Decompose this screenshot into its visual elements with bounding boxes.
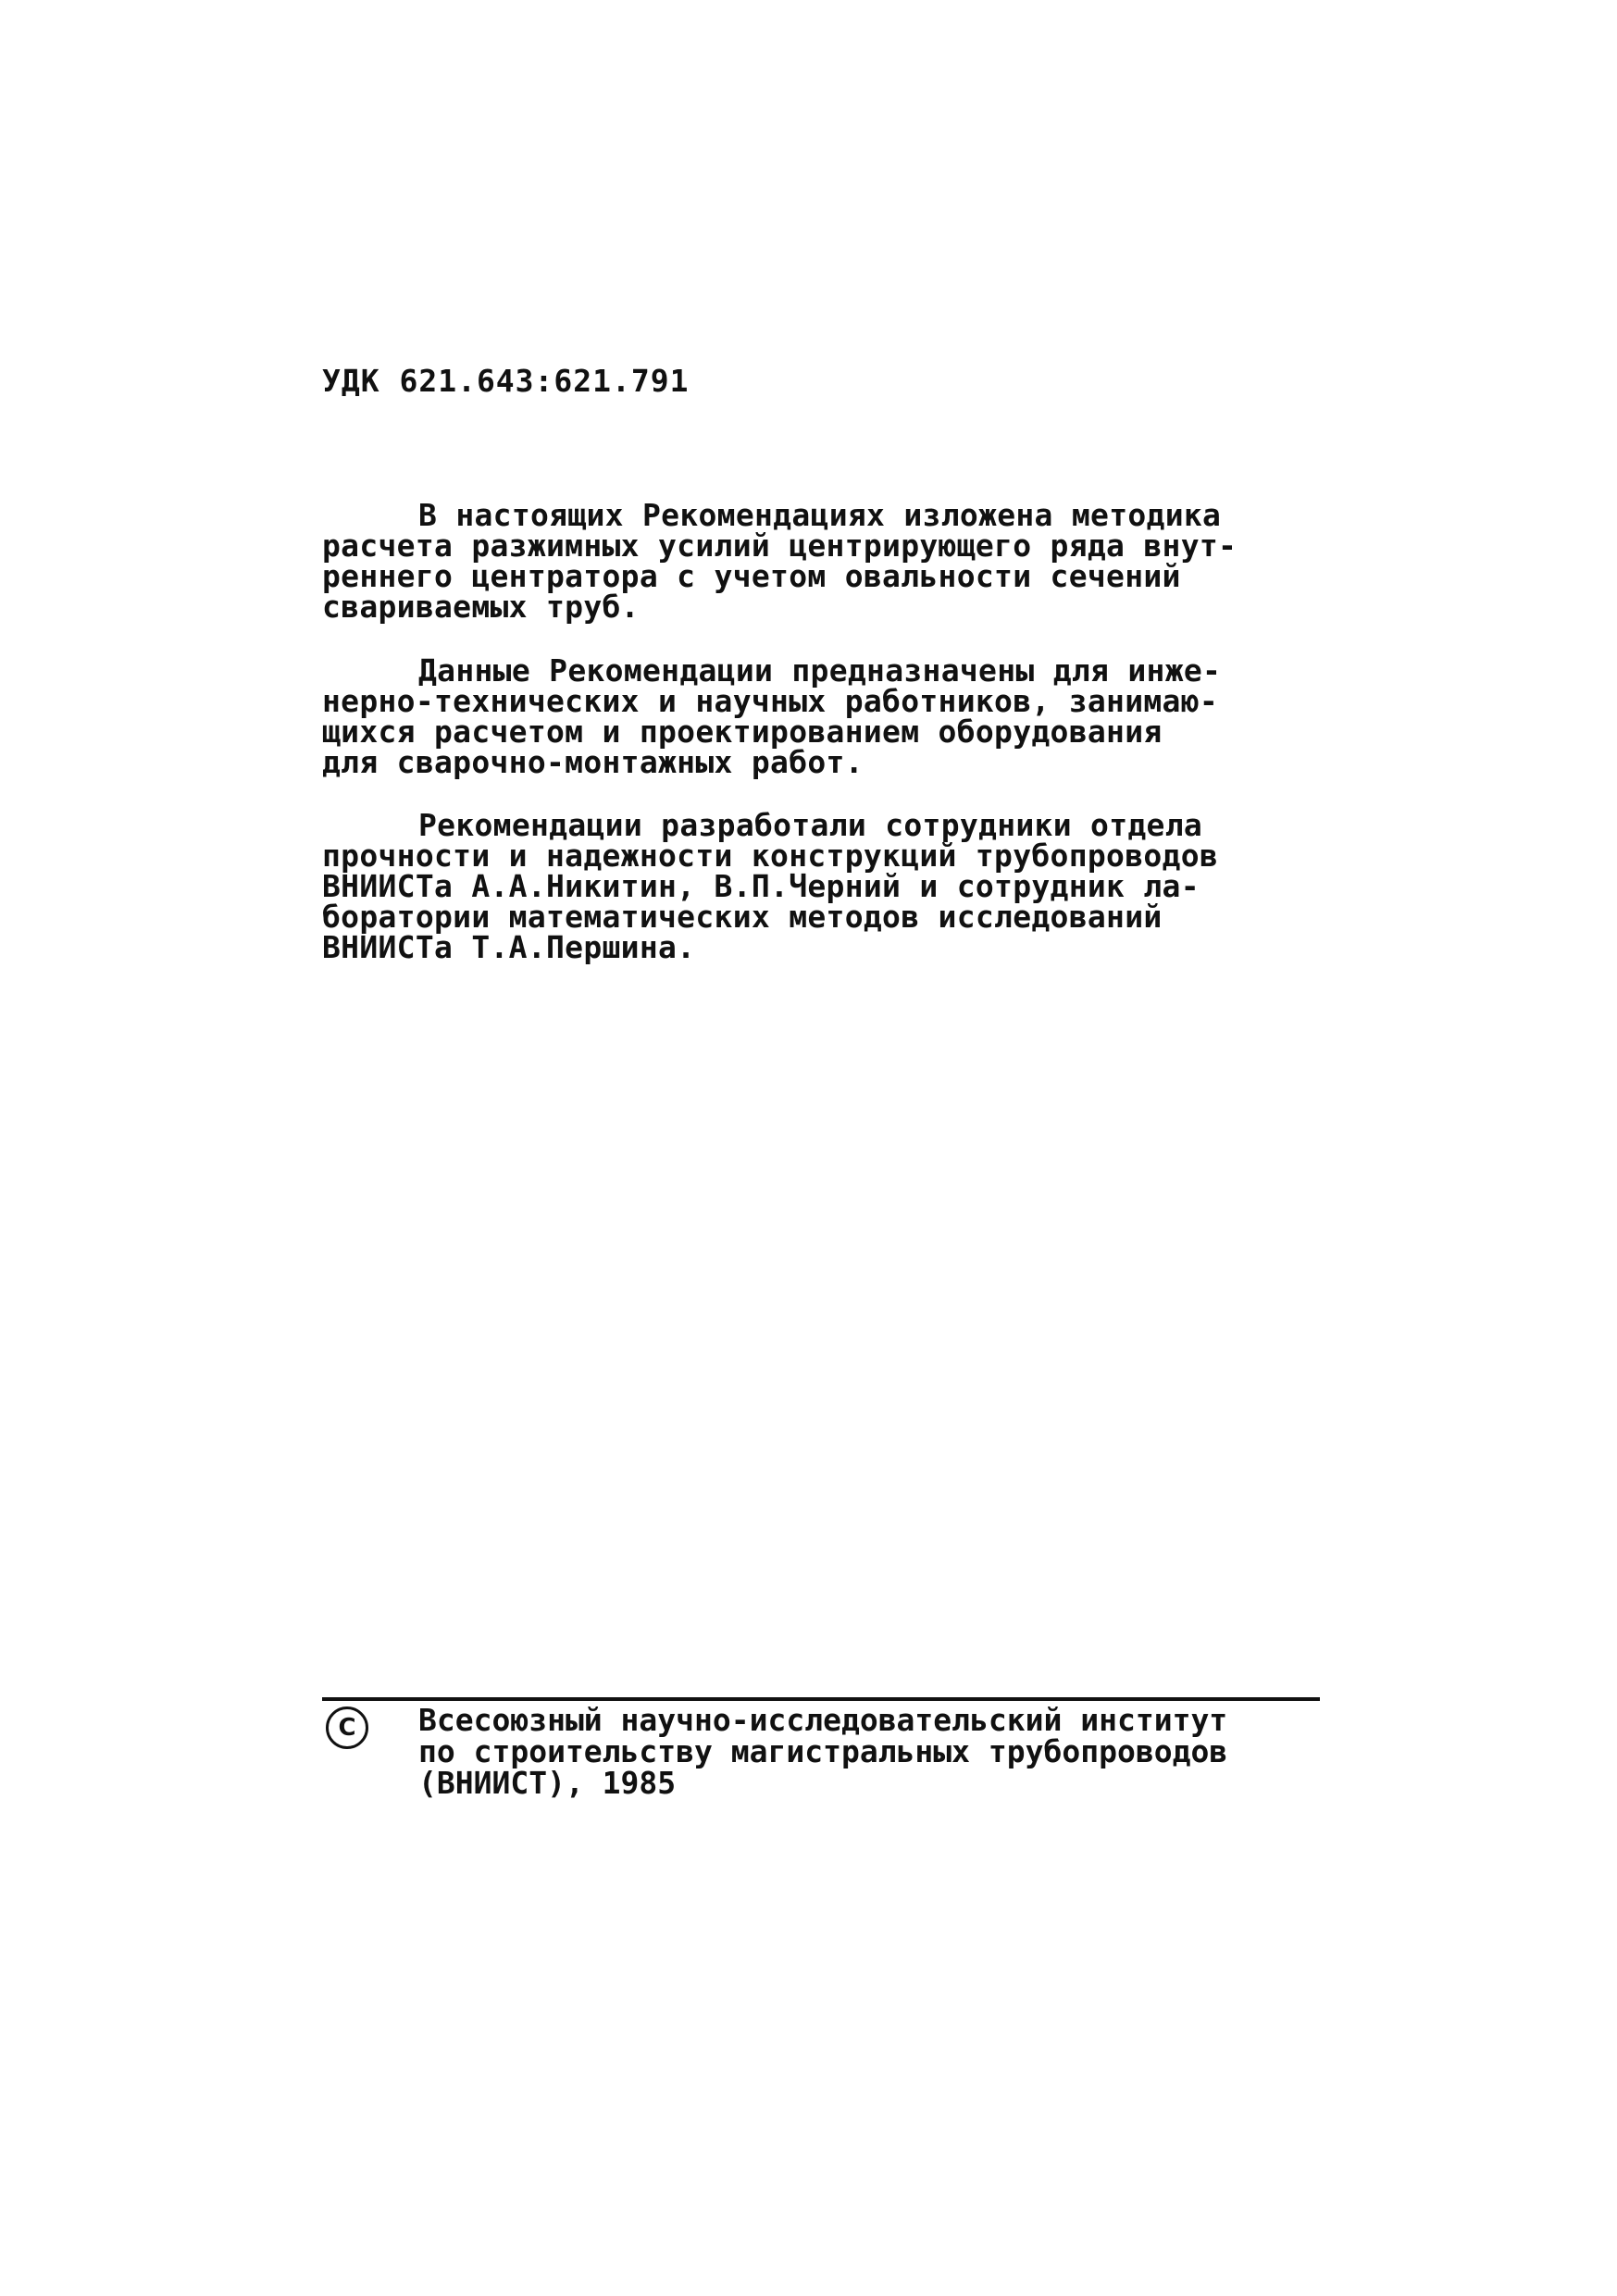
copyright-text — [418, 1702, 1228, 1801]
text-line: боратории математических методов исследований — [322, 899, 1163, 935]
text-line: ВНИИСТа Т.А.Першина. — [322, 929, 696, 965]
text-line: реннего центратора с учетом овальности сечений — [322, 558, 1181, 594]
copyright-line: Всесоюзный научно-исследовательский институт — [418, 1702, 1228, 1738]
text-line: расчета разжимных усилий центрирующего ряда внут- — [322, 527, 1238, 564]
paragraph-authors — [322, 807, 1219, 965]
paragraph-method — [322, 497, 1238, 625]
text-line: свариваемых труб. — [322, 589, 640, 625]
udk-code: УДК 621.643:621.791 — [322, 363, 690, 399]
text-line: ВНИИСТа А.А.Никитин, В.П.Черний и сотрудник ла- — [322, 868, 1200, 904]
text-line: нерно-технических и научных работников, занимаю- — [322, 683, 1219, 719]
copyright-icon: C — [326, 1706, 368, 1749]
copyright-line: по строительству магистральных трубопроводов — [418, 1733, 1228, 1769]
text-line: для сварочно-монтажных работ. — [322, 744, 864, 780]
paragraph-audience — [322, 652, 1222, 780]
text-line: щихся расчетом и проектированием оборудования — [322, 714, 1163, 750]
text-line: Данные Рекомендации предназначены для инже- — [418, 652, 1222, 689]
text-line: прочности и надежности конструкций трубопроводов — [322, 838, 1219, 874]
copyright-line: (ВНИИСТ), 1985 — [418, 1765, 677, 1801]
copyright-divider — [322, 1697, 1320, 1701]
text-line: Рекомендации разработали сотрудники отдела — [418, 807, 1203, 843]
text-line: В настоящих Рекомендациях изложена методика — [418, 497, 1222, 533]
